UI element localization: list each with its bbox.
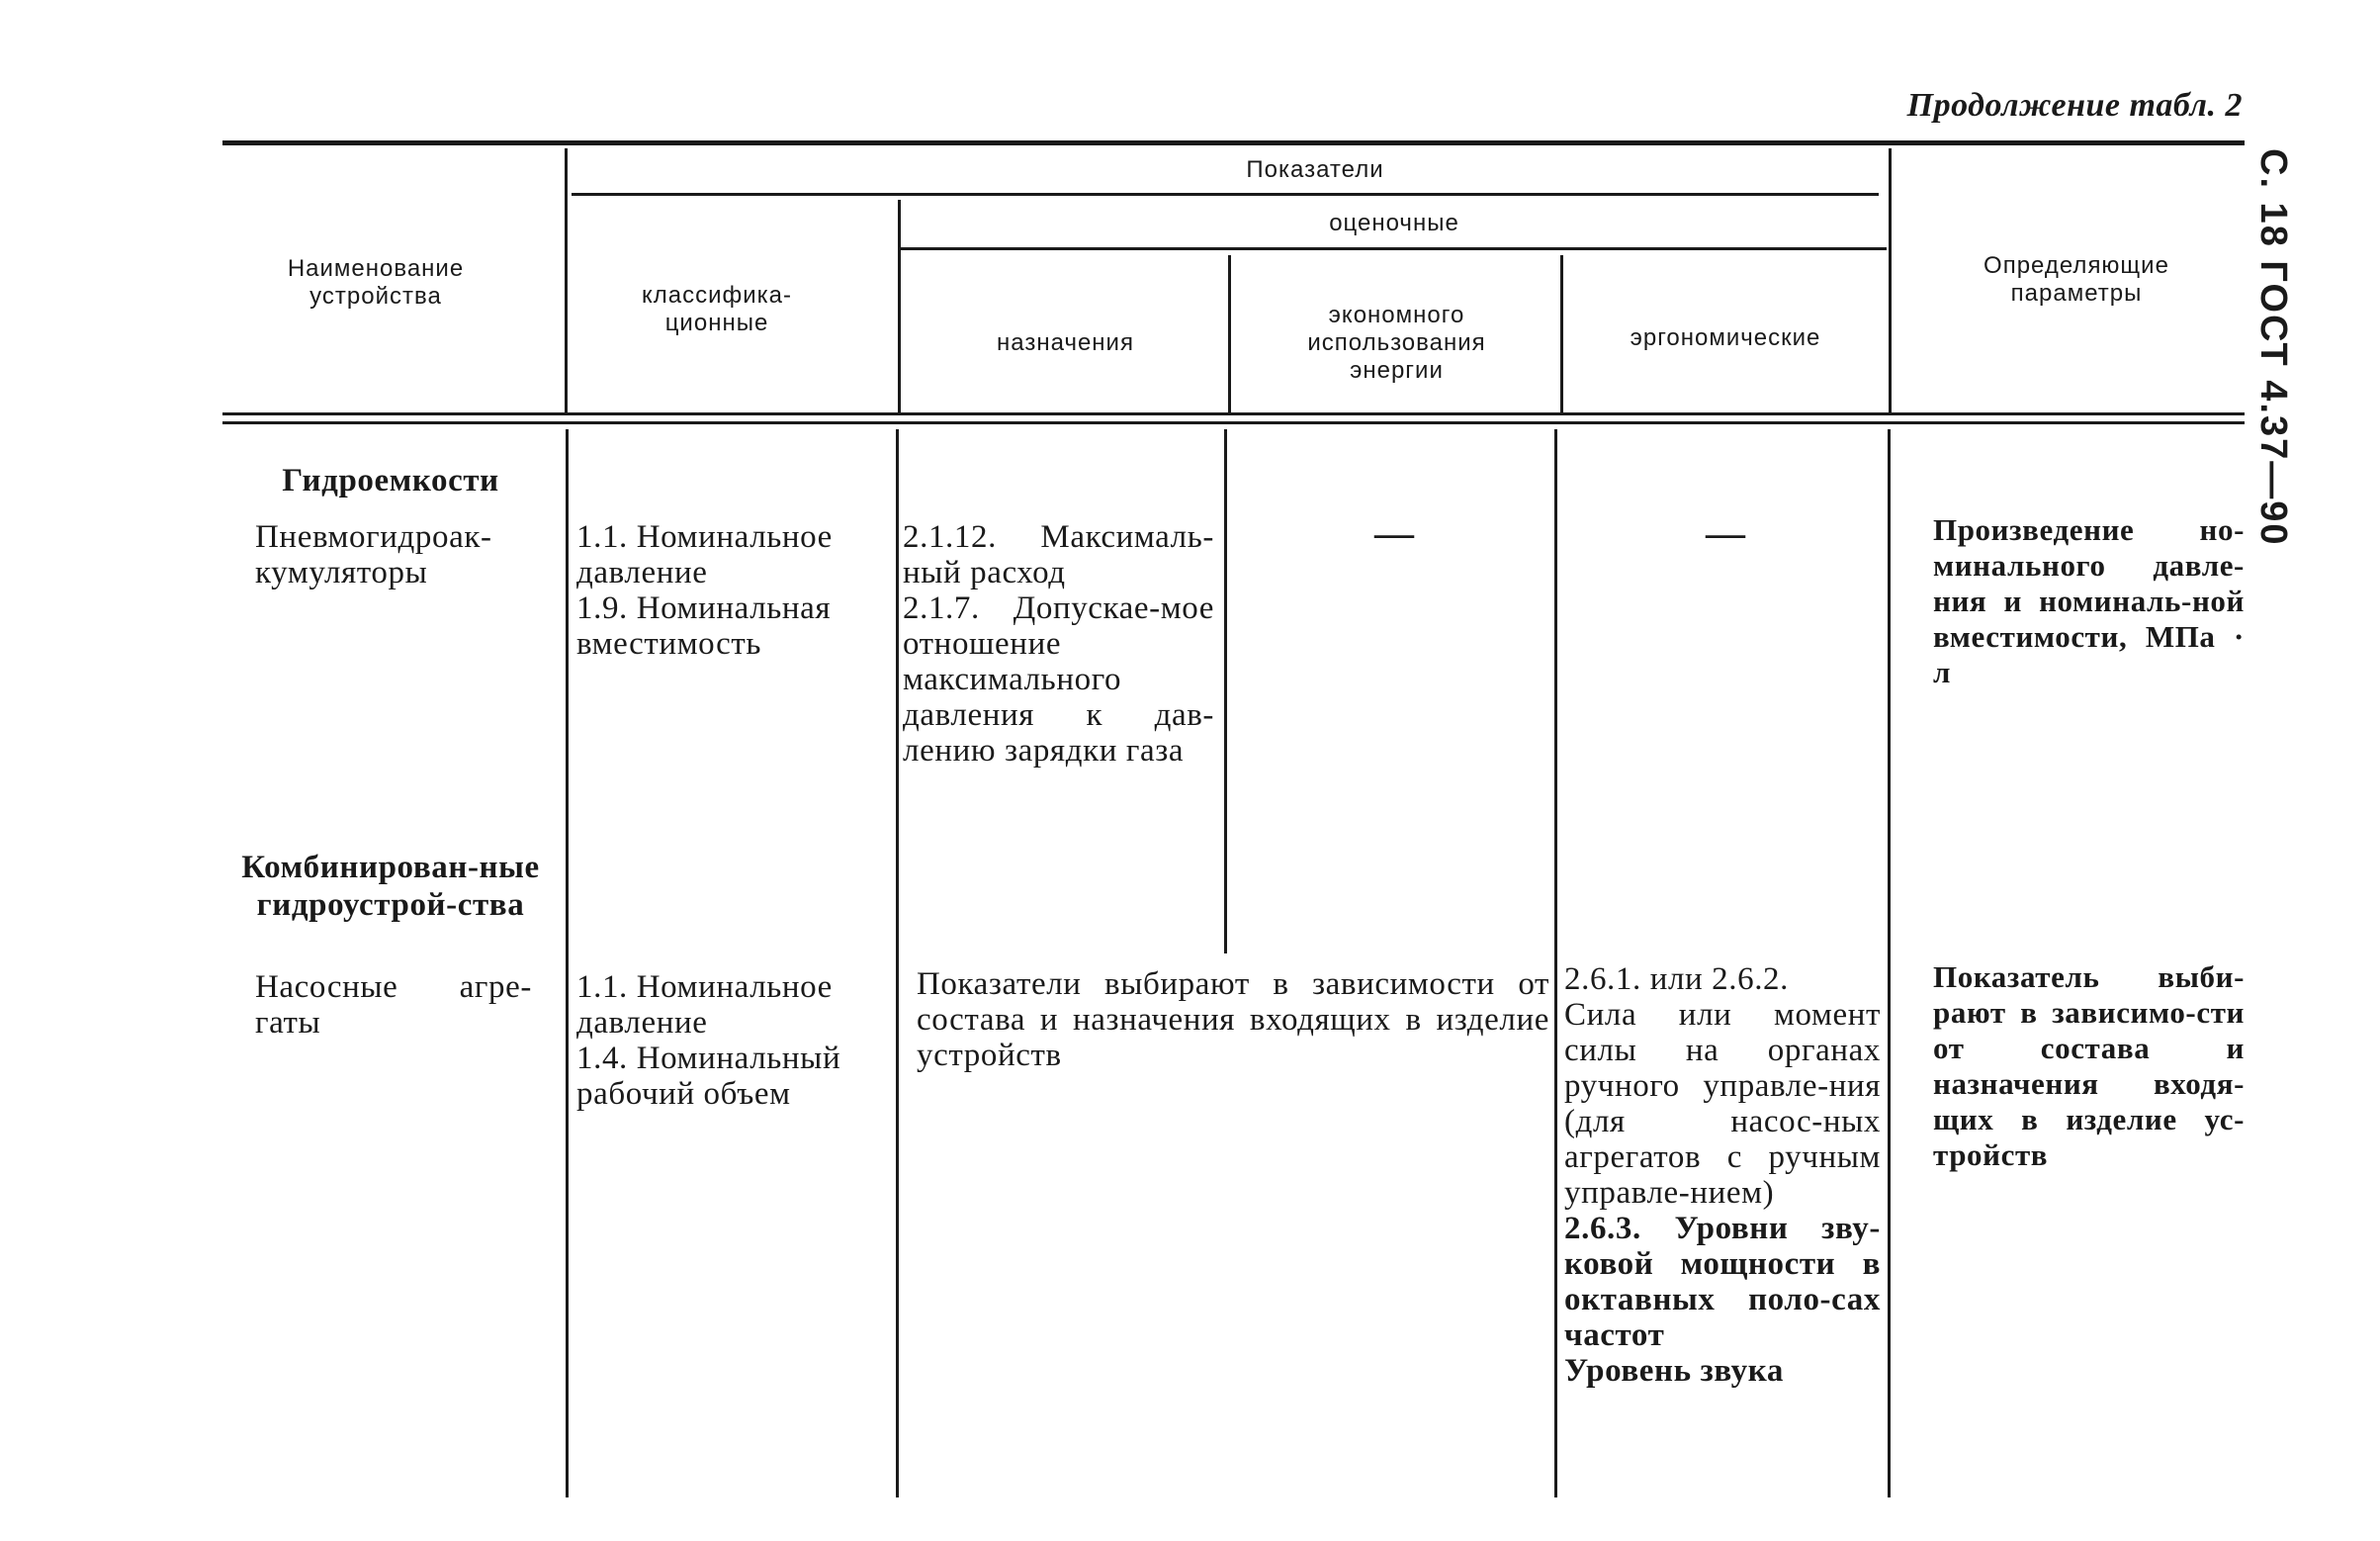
- body-vline-1: [566, 429, 569, 1497]
- header-purpose: назначения: [997, 329, 1134, 356]
- header-classification: классифика-ционные: [641, 282, 793, 336]
- header-bottom-rule-1: [222, 412, 2245, 415]
- item-pneumo-accumulators: Пневмогидроак-кумуляторы: [255, 519, 492, 590]
- header-energy-saving: экономного использования энергии: [1307, 302, 1486, 384]
- table-continuation-caption: Продолжение табл. 2: [1906, 87, 2243, 124]
- classification-entry: 1.9. Номинальная вместимость: [576, 590, 832, 662]
- section2-ergonomic: [1564, 961, 1881, 1389]
- section-title-hydro-tanks: Гидроемкости: [282, 463, 499, 499]
- item-pump-units: Насосные агре-гаты: [255, 969, 532, 1041]
- classification-entry: 1.4. Номинальный рабочий объем: [576, 1041, 841, 1112]
- header-evaluative: оценочные: [1329, 210, 1459, 236]
- header-vline-1: [565, 148, 568, 412]
- section1-ergonomic-dash: —: [1706, 510, 1745, 555]
- purpose-entry: 2.1.7. Допускае-мое отношение максимального давления к дав-лению зарядки газа: [903, 590, 1214, 769]
- ergonomic-entry: Сила или момент силы на органах ручного управле-ния (для насос-ных агрегатов с ручным управле-нием): [1564, 997, 1881, 1211]
- body-vline-3: [1224, 429, 1227, 953]
- page-standard-label: С. 18 ГОСТ 4.37—90: [2252, 148, 2294, 547]
- section2-classification: [576, 969, 893, 1112]
- classification-entry: 1.1. Номинальное давление: [576, 519, 833, 590]
- section1-defining-params: Произведение но-минального давле-ния и номиналь-ной вместимости, МПа · л: [1933, 512, 2245, 689]
- header-bottom-rule-2: [222, 421, 2245, 424]
- section2-purpose-energy-merged: Показатели выбирают в зависимости от состава и назначения входящих в изделие устройств: [917, 966, 1549, 1073]
- purpose-entry: 2.1.12. Максималь-ный расход: [903, 519, 1214, 590]
- classification-entry: 1.1. Номинальное давление: [576, 969, 833, 1041]
- header-device-name: Наименование устройства: [287, 255, 465, 310]
- indicators-group-rule: [572, 193, 1879, 196]
- body-vline-5: [1888, 429, 1891, 1497]
- body-vline-2: [896, 429, 899, 1497]
- evaluative-group-rule: [900, 247, 1887, 250]
- header-vline-4: [1560, 255, 1563, 412]
- ergonomic-entry: Уровень звука: [1564, 1353, 1784, 1389]
- section1-classification: [576, 519, 883, 662]
- ergonomic-entry: 2.6.1. или 2.6.2.: [1564, 961, 1789, 997]
- header-vline-2: [898, 200, 901, 412]
- section-title-combined-devices: Комбинирован-ные гидроустрой-ства: [241, 850, 540, 923]
- header-vline-3: [1228, 255, 1231, 412]
- table-top-rule: [222, 140, 2245, 145]
- header-ergonomic: эргономические: [1630, 324, 1821, 351]
- section1-purpose: [903, 519, 1214, 769]
- header-defining-params: Определяющие параметры: [1983, 252, 2169, 307]
- ergonomic-entry: 2.6.3. Уровни зву-ковой мощности в октавных поло-сах частот: [1564, 1211, 1881, 1353]
- header-indicators: Показатели: [1246, 156, 1384, 183]
- body-vline-4: [1554, 429, 1557, 1497]
- header-vline-5: [1889, 148, 1892, 412]
- section2-defining-params: Показатель выби-рают в зависимо-сти от состава и назначения входя-щих в изделие ус-тройств: [1933, 959, 2245, 1172]
- section1-energy-dash: —: [1374, 510, 1414, 555]
